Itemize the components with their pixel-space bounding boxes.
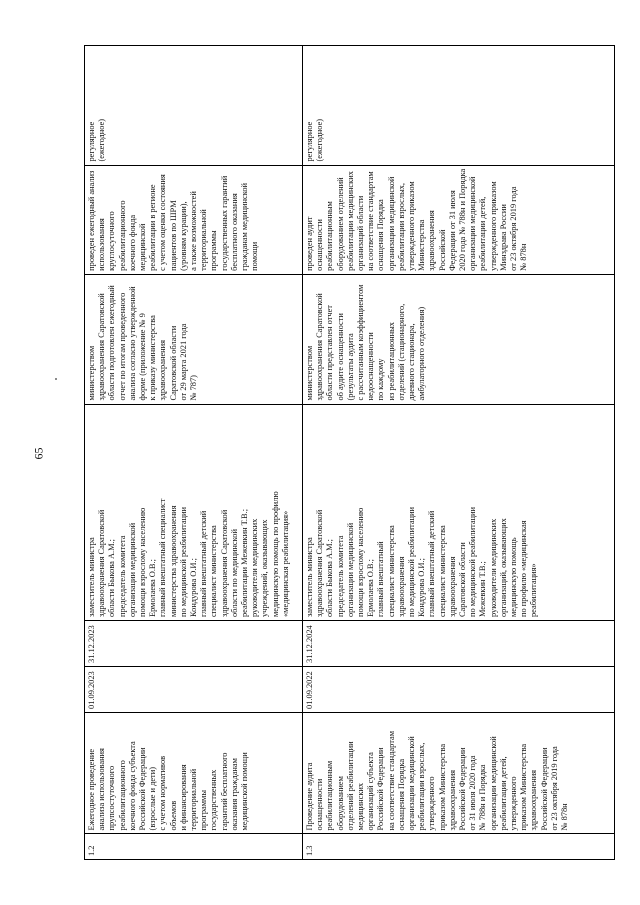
scan-dot bbox=[55, 378, 57, 380]
start-date: 01.09.2022 bbox=[303, 666, 615, 712]
periodicity: регулярное (ежегодное) bbox=[85, 46, 303, 166]
end-date: 31.12.2024 bbox=[303, 621, 615, 667]
indicator-description: проведен аудит оснащенности реабилитационным оборудованием отделений реабилитации медицинских организаций области на соответствие стандартам оснащения Порядка организации медицинской реабилитации взрослых, утвержденного приказом Министерства здравоохранения Российской Федерации от 31 июля 2020 года № 788н и Порядка организации медицинской реабилитации детей, утвержденного приказом Минздрава России от 23 октября 2019 года № 878н bbox=[303, 165, 615, 274]
responsible-persons: заместитель министра здравоохранения Саратовской области Быкова А.М.; председатель комитета организации медицинской помощи взрослому населению Ермолаева О.В.; главный внештатный специалист министерства здравоохранения по медицинской реабилитации Кондурова О.И.; главный внештатный детский специалист министерства здравоохранения Саратовской области по медицинской реабилитации Межевкин Т.В.; руководители медицинских учреждений, оказывающих медицинскую помощь по профилю «медицинская реабилитация» bbox=[85, 404, 303, 621]
end-date: 31.12.2023 bbox=[85, 621, 303, 667]
table-row bbox=[303, 46, 615, 860]
row-number: 1.2 bbox=[85, 834, 303, 860]
page-number: 65 bbox=[31, 447, 46, 460]
result-description: министерством здравоохранения Саратовской области представлен отчет об аудите оснащенности (результаты аудита с рассчитанным коэффициентом недооснащенности по каждому из реабилитационных отделений (стационарного, дневного стационара, амбулаторного отделения) bbox=[303, 274, 615, 404]
indicator-description: проведен ежегодный анализ использования круглосуточного реабилитационного коечного фонда медицинской реабилитации в регионе с учетом оценки состояния пациентов по ШРМ (уровням курации), а также возможностей территориальной программы государственных гарантий бесплатного оказания гражданам медицинской помощи bbox=[85, 165, 303, 274]
measure-name: Ежегодное проведение анализа использования прупсостуточного реабилитационного коечного фонда субъекта Российской Федерации (взрослые и дети) с учетом нормативов объемов и финансирования территориальной программы государственных гарантий бесплатного оказания гражданам медицинской помощи bbox=[85, 712, 303, 834]
table-row bbox=[85, 46, 303, 860]
responsible-persons: заместитель министра здравоохранения Саратовской области Быкова А.М.; председатель комитета организации медицинской помощи взрослому населению Ермолаева О.В.; главный внештатный специалист министерства здравоохранения по медицинской реабилитации Кондурова О.И.; главный внештатный детский специалист министерства здравоохранения Саратовской области по медицинской реабилитации Межевкин Т.В.; руководители медицинских организаций, оказывающих медицинскую помощь по профилю «медицинская реабилитация» bbox=[303, 404, 615, 621]
rotated-table-page bbox=[84, 45, 632, 860]
measure-name: Проведение аудита оснащенности реабилитационным оборудованием отделений реабилитации медицинских организаций субъекта Российской Федерации на соответствие стандартам оснащения Порядка организации медицинской реабилитации взрослых, утвержденного приказом Министерства здравоохранения Российской Федерации от 31 июля 2020 года № 788н и Порядка организации медицинской реабилитации детей, утвержденного приказом Министерства здравоохранения Российской Федерации от 23 октября 2019 года № 878н bbox=[303, 712, 615, 834]
measures-table bbox=[84, 45, 615, 860]
row-number: 1.3 bbox=[303, 834, 615, 860]
start-date: 01.09.2023 bbox=[85, 666, 303, 712]
periodicity: регулярное (ежегодное) bbox=[303, 46, 615, 166]
result-description: министерством здравоохранения Саратовской области подготовлен ежегодный отчет по итогам проведенного анализа согласно утвержденной форме (приложение № 9 к приказу министерства здравоохранения Саратовской области от 29 марта 2021 года № 787) bbox=[85, 274, 303, 404]
